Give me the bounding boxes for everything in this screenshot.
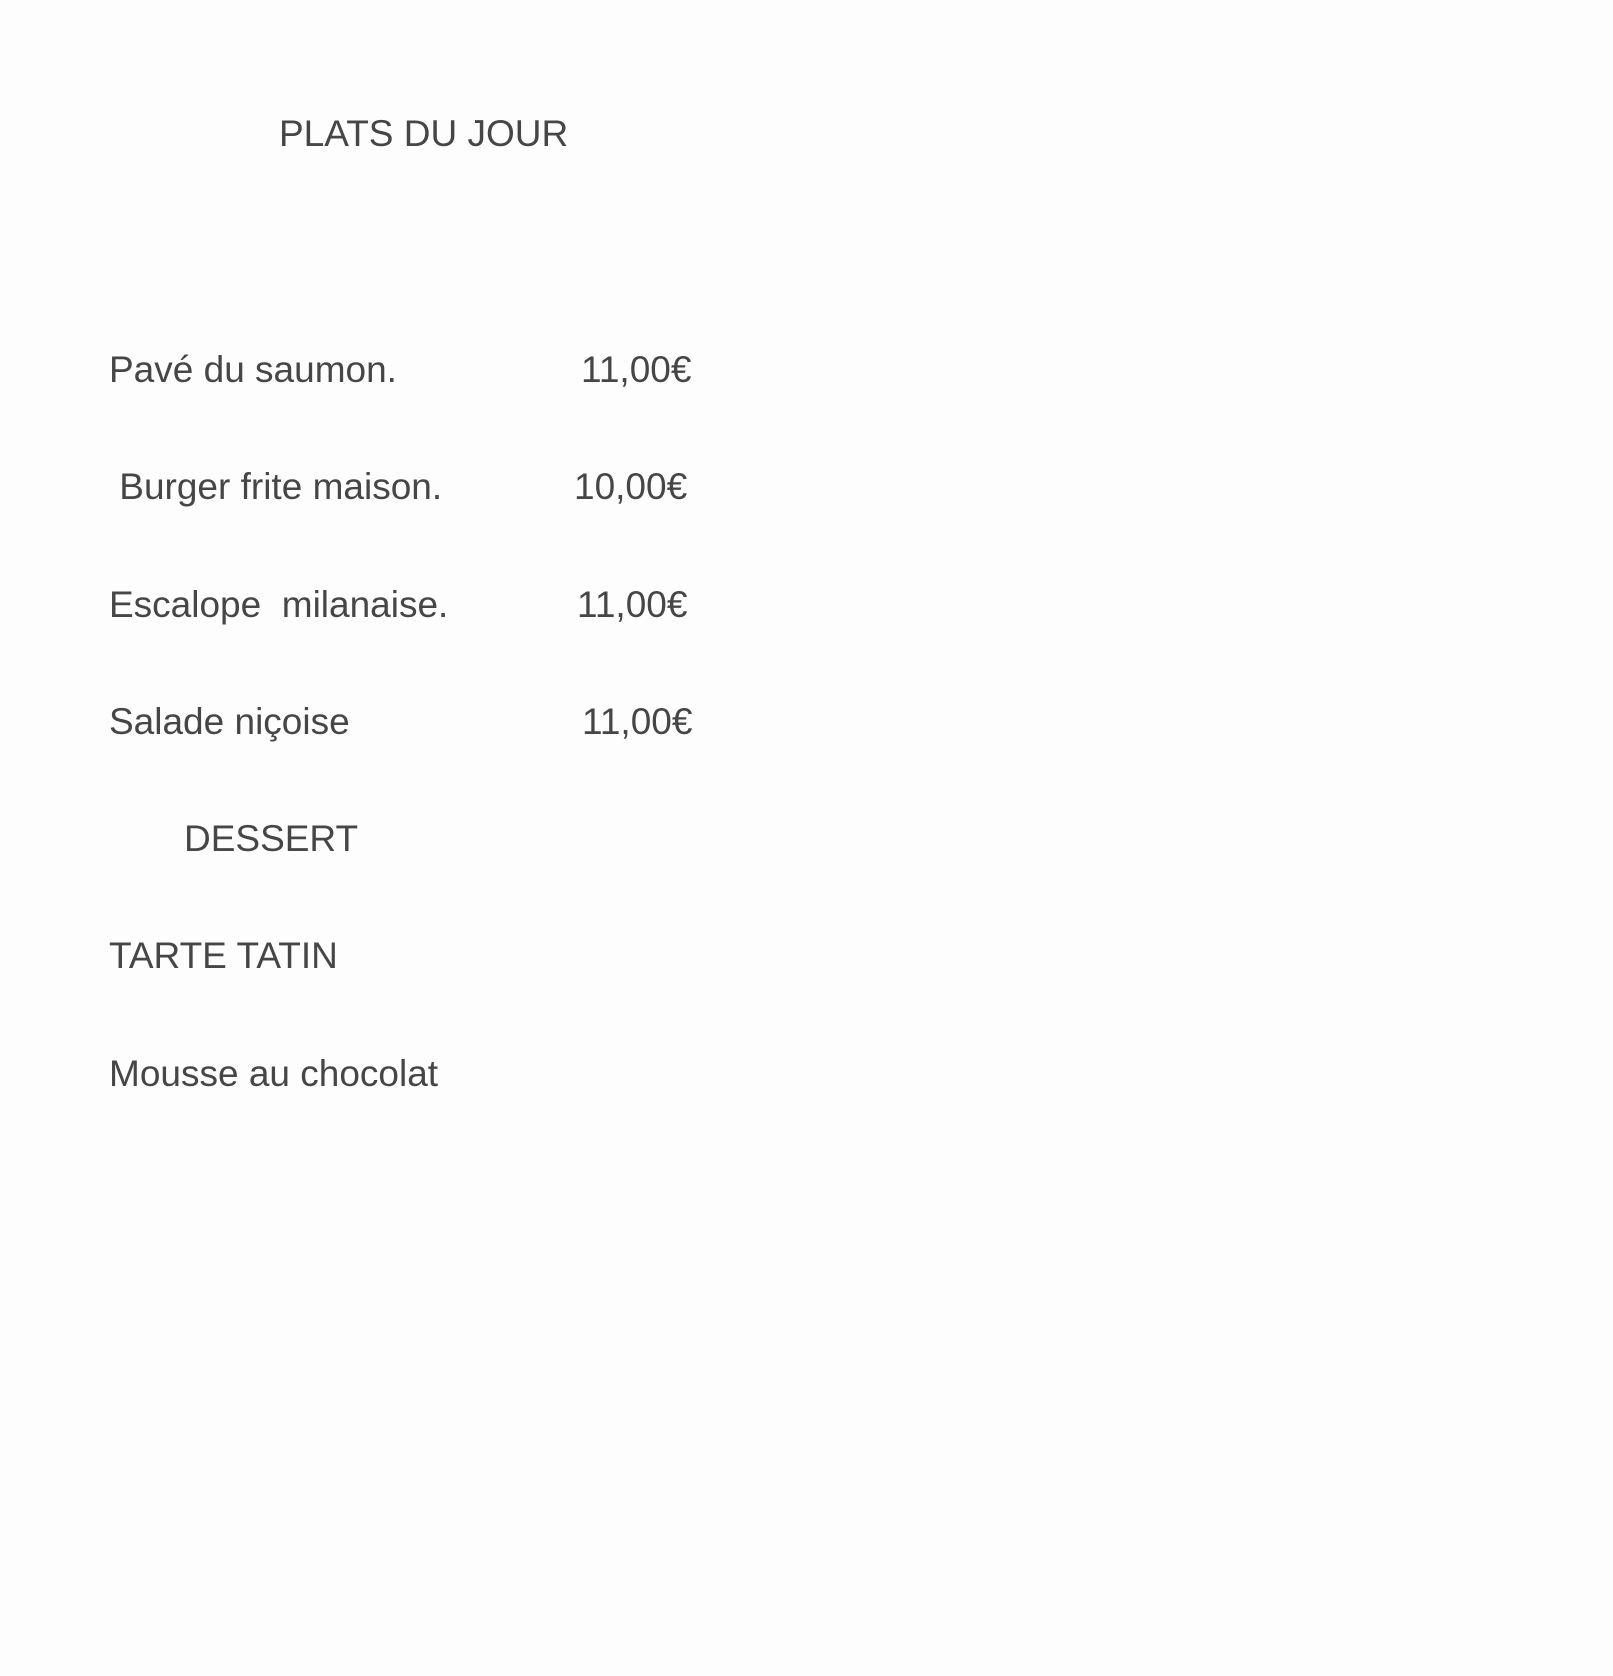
dish-name: Escalope milanaise. bbox=[109, 584, 449, 625]
section-title-dessert: DESSERT bbox=[184, 818, 359, 859]
dish-price: 11,00€ bbox=[582, 701, 693, 742]
dish-name: Pavé du saumon. bbox=[109, 349, 397, 390]
dessert-item: TARTE TATIN bbox=[109, 935, 338, 976]
dish-name: Salade niçoise bbox=[109, 701, 350, 742]
section-title-plats-du-jour: PLATS DU JOUR bbox=[279, 113, 569, 154]
dessert-item: Mousse au chocolat bbox=[109, 1053, 439, 1094]
dish-price: 11,00€ bbox=[577, 584, 688, 625]
dish-price: 10,00€ bbox=[574, 466, 688, 507]
dish-price: 11,00€ bbox=[581, 349, 692, 390]
dish-name: Burger frite maison. bbox=[109, 466, 443, 507]
